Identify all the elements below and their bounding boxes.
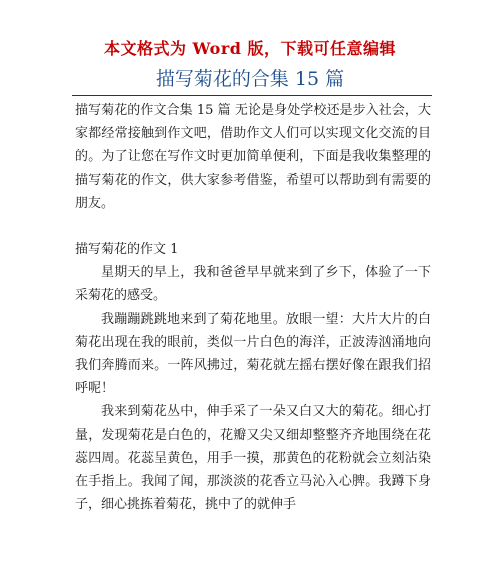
document-title: 描写菊花的合集 15 篇	[155, 68, 345, 90]
format-banner: 本文格式为 Word 版，下载可任意编辑	[103, 39, 397, 58]
document-body	[75, 99, 431, 516]
section-heading: 描写菊花的作文 1	[75, 242, 179, 258]
body-paragraph: 星期天的早上，我和爸爸早早就来到了乡下，体验了一下采菊花的感受。	[75, 265, 431, 304]
body-paragraph: 我来到菊花丛中，伸手采了一朵又白又大的菊花。细心打量，发现菊花是白色的，花瓣又尖又细却整整齐齐地围绕在花蕊四周。花蕊呈黄色，用手一摸，那黄色的花粉就会立刻沾染在手指上。我闻了闻，那淡淡的花香立马沁入心脾。我蹲下身子，细心挑拣着菊花，挑中了的就伸手	[75, 404, 431, 513]
body-paragraph: 我蹦蹦跳跳地来到了菊花地里。放眼一望：大片大片的白菊花出现在我的眼前，类似一片白色的海洋，正波涛汹涌地向我们奔腾而来。一阵风拂过，菊花就左摇右摆好像在跟我们招呼呢！	[75, 311, 431, 397]
intro-paragraph: 描写菊花的作文合集 15 篇 无论是身处学校还是步入社会，大家都经常接触到作文吧，借助作文人们可以实现文化交流的目的。为了让您在写作文时更加简单便利，下面是我收集整理的描写菊花的作文，供大家参考借鉴，希望可以帮助到有需要的朋友。	[75, 103, 431, 211]
title-divider	[72, 95, 432, 96]
paragraph-spacer	[75, 215, 431, 238]
